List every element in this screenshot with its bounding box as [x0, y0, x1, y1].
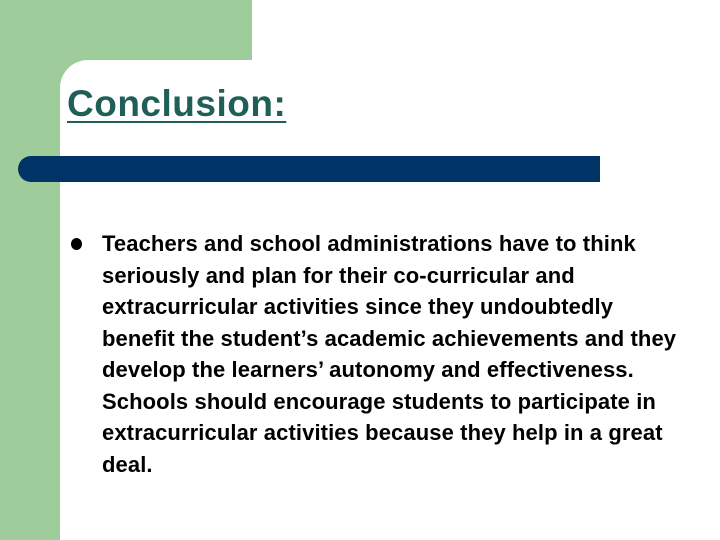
- title-rule-bar: [18, 156, 600, 182]
- slide-title: Conclusion:: [67, 83, 287, 124]
- bullet-text: Teachers and school administrations have to think seriously and plan for their co-curricular and extracurricular activities since they undoubtedly benefit the student’s academic achievements and they develop the learners’ autonomy and effectiveness. Schools should encourage students to participate in extracurricular activities because they help in a great deal.: [102, 231, 677, 477]
- bullet-dot-icon: [71, 238, 82, 250]
